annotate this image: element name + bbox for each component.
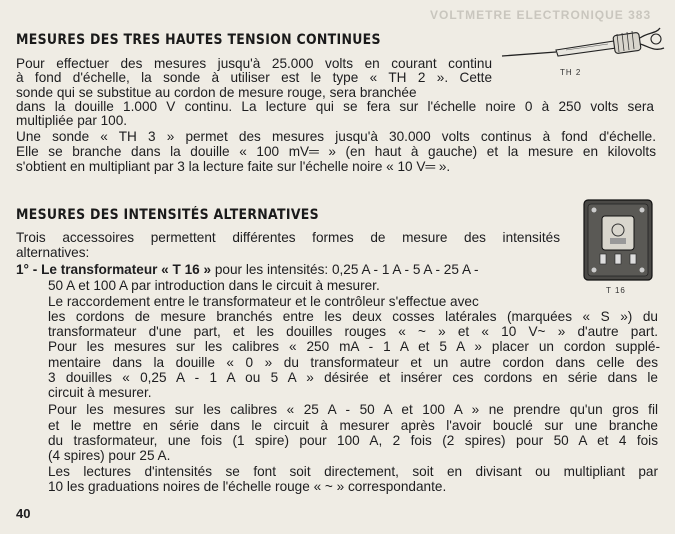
item1-line-11: et le mettre en série dans le circuit à mesurer après l'avoir bouclé sur une branche bbox=[48, 418, 658, 433]
item1-line-15: 10 les graduations noires de l'échelle rouge « ~ » correspondante. bbox=[48, 479, 447, 494]
section1-title: MESURES DES TRES HAUTES TENSION CONTINUES bbox=[16, 31, 381, 48]
item1-line-3: Le raccordement entre le transformateur et le contrôleur s'effectue avec bbox=[48, 294, 479, 309]
section1-line-7: Elle se branche dans la douille « 100 mV═ » (en haut à gauche) et la mesure en kilovolts bbox=[16, 144, 656, 159]
high-voltage-probe-icon bbox=[496, 24, 668, 74]
section1-line-2: à fond d'échelle, la sonde à utiliser est le type « TH 2 ». Cette bbox=[16, 70, 492, 85]
item1-line-9: circuit à mesurer. bbox=[48, 385, 152, 400]
section1-line-1: Pour effectuer des mesures jusqu'à 25.000 volts en courant continu bbox=[16, 56, 492, 71]
current-transformer-icon bbox=[578, 198, 658, 284]
section1-line-3: sonde qui se substitue au cordon de mesure rouge, sera branchée bbox=[16, 85, 417, 100]
item1-line-12: du trasformateur, une fois (1 spire) pour 100 A, 2 fois (2 spires) pour 50 A et 4 fois bbox=[48, 433, 658, 448]
section1-line-6: Une sonde « TH 3 » permet des mesures jusqu'à 30.000 volts continus à fond d'échelle. bbox=[16, 129, 656, 144]
section2-title: MESURES DES INTENSITÉS ALTERNATIVES bbox=[16, 206, 319, 223]
section1-line-5: multipliée par 100. bbox=[16, 113, 128, 128]
figure-t16-label: T 16 bbox=[606, 286, 626, 295]
item1-line-6: Pour les mesures sur les calibres « 250 mA - 1 A et 5 A » placer un cordon supplé- bbox=[48, 339, 660, 354]
item1-line-1: pour les intensités: 0,25 A - 1 A - 5 A - 25 A - bbox=[214, 262, 479, 277]
item1-line-13: (4 spires) pour 25 A. bbox=[48, 448, 171, 463]
item1-line-7: mentaire dans la douille « 0 » du transformateur et un autre cordon dans celle des bbox=[48, 355, 658, 370]
section1-line-8: s'obtient en multipliant par 3 la lecture faite sur l'échelle noire « 10 V═ ». bbox=[16, 159, 451, 174]
section2-intro-2: alternatives: bbox=[16, 245, 90, 260]
section1-line-4: dans la douille 1.000 V continu. La lecture qui se fera sur l'échelle noire 0 à 250 volts sera bbox=[16, 99, 654, 114]
item1-line-8: 3 douilles « 0,25 A - 1 A ou 5 A » désirée et insérer ces cordons en série dans le bbox=[48, 370, 658, 385]
bleed-through-header: VOLTMETRE ELECTRONIQUE 383 bbox=[430, 8, 652, 22]
item1-line-4: les cordons de mesure branchés entre les deux cosses latérales (marquées « S ») du bbox=[48, 309, 658, 324]
item1-line-2: 50 A et 100 A par introduction dans le circuit à mesurer. bbox=[48, 278, 380, 293]
item1-line-14: Les lectures d'intensités se font soit directement, soit en divisant ou multipliant par bbox=[48, 464, 658, 479]
item1-line-5: transformateur d'une part, et les douilles rouges « ~ » et « 10 V~ » d'autre part. bbox=[48, 324, 658, 339]
item1-first-line bbox=[16, 262, 479, 277]
item1-line-10: Pour les mesures sur les calibres « 25 A - 50 A et 100 A » ne prendre qu'un gros fil bbox=[48, 402, 658, 417]
page-number: 40 bbox=[16, 506, 31, 521]
figure-th2-label: TH 2 bbox=[560, 68, 582, 77]
item1-heading: 1° - Le transformateur « T 16 » bbox=[16, 262, 212, 277]
section2-intro-1: Trois accessoires permettent différentes formes de mesure des intensités bbox=[16, 230, 560, 245]
